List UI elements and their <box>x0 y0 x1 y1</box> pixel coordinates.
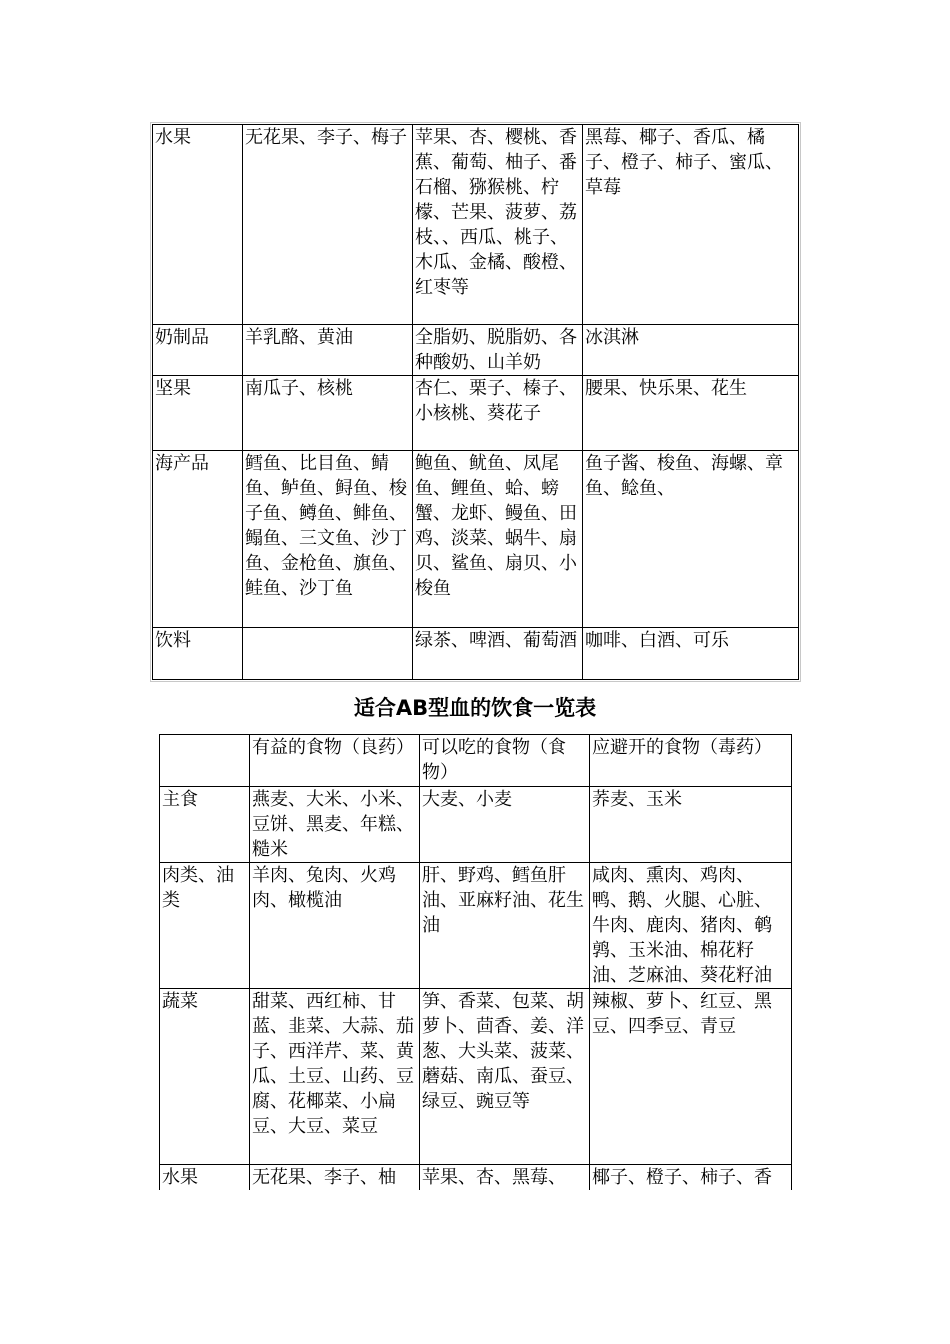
category-cell: 饮料 <box>153 628 243 680</box>
avoid-foods-cell: 椰子、橙子、柿子、香 <box>590 1165 792 1215</box>
table-row <box>153 325 799 376</box>
beneficial-foods-cell: 南瓜子、核桃 <box>243 376 413 451</box>
neutral-foods-cell: 大麦、小麦 <box>420 787 590 863</box>
table-row <box>153 451 799 628</box>
page-bottom-margin <box>0 1190 950 1344</box>
beneficial-foods-cell: 燕麦、大米、小米、豆饼、黑麦、年糕、糙米 <box>250 787 420 863</box>
table-row <box>160 863 792 989</box>
category-cell: 主食 <box>160 787 250 863</box>
neutral-foods-cell: 杏仁、栗子、榛子、小核桃、葵花子 <box>413 376 583 451</box>
neutral-foods-cell: 鲍鱼、鱿鱼、凤尾鱼、鲤鱼、蛤、螃蟹、龙虾、鳗鱼、田鸡、淡菜、蜗牛、扇贝、鲨鱼、扇贝、小梭鱼 <box>413 451 583 628</box>
table-row <box>153 376 799 451</box>
avoid-foods-cell: 冰淇淋 <box>583 325 799 376</box>
table-row <box>160 989 792 1165</box>
ab-table-body <box>160 787 792 1215</box>
category-cell: 奶制品 <box>153 325 243 376</box>
category-cell: 肉类、油类 <box>160 863 250 989</box>
category-cell: 水果 <box>160 1165 250 1215</box>
table-row <box>153 125 799 325</box>
neutral-foods-cell: 笋、香菜、包菜、胡萝卜、茴香、姜、洋葱、大头菜、菠菜、蘑菇、南瓜、蚕豆、绿豆、豌豆等 <box>420 989 590 1165</box>
neutral-foods-cell: 绿茶、啤酒、葡萄酒 <box>413 628 583 680</box>
neutral-foods-cell: 全脂奶、脱脂奶、各种酸奶、山羊奶 <box>413 325 583 376</box>
beneficial-foods-cell: 无花果、李子、梅子 <box>243 125 413 325</box>
beneficial-foods-cell: 鳕鱼、比目鱼、鲭鱼、鲈鱼、鲟鱼、梭子鱼、鳟鱼、鲱鱼、鳎鱼、三文鱼、沙丁鱼、金枪鱼、旗鱼、鲑鱼、沙丁鱼 <box>243 451 413 628</box>
avoid-foods-cell: 黑莓、椰子、香瓜、橘子、橙子、柿子、蜜瓜、草莓 <box>583 125 799 325</box>
table-row <box>153 628 799 680</box>
avoid-foods-cell: 鱼子酱、梭鱼、海螺、章鱼、鲶鱼、 <box>583 451 799 628</box>
avoid-foods-cell: 辣椒、萝卜、红豆、黑豆、四季豆、青豆 <box>590 989 792 1165</box>
beneficial-foods-cell: 无花果、李子、柚 <box>250 1165 420 1215</box>
header-cell-beneficial: 有益的食物（良药） <box>250 735 420 787</box>
category-cell: 蔬菜 <box>160 989 250 1165</box>
header-cell-category <box>160 735 250 787</box>
food-table-previous-body <box>153 125 799 680</box>
table-row <box>160 787 792 863</box>
header-cell-neutral: 可以吃的食物（食物） <box>420 735 590 787</box>
table-header <box>160 735 792 787</box>
header-row <box>160 735 792 787</box>
beneficial-foods-cell <box>243 628 413 680</box>
ab-blood-type-food-table <box>159 734 792 1215</box>
beneficial-foods-cell: 甜菜、西红柿、甘蓝、韭菜、大蒜、茄子、西洋芹、菜、黄瓜、土豆、山药、豆腐、花椰菜、小扁豆、大豆、菜豆 <box>250 989 420 1165</box>
section-title: 适合AB型血的饮食一览表 <box>353 696 597 720</box>
beneficial-foods-cell: 羊肉、兔肉、火鸡肉、橄榄油 <box>250 863 420 989</box>
neutral-foods-cell: 肝、野鸡、鳕鱼肝油、亚麻籽油、花生油 <box>420 863 590 989</box>
food-table-previous <box>152 124 799 680</box>
beneficial-foods-cell: 羊乳酪、黄油 <box>243 325 413 376</box>
category-cell: 坚果 <box>153 376 243 451</box>
category-cell: 水果 <box>153 125 243 325</box>
avoid-foods-cell: 咸肉、熏肉、鸡肉、鸭、鹅、火腿、心脏、牛肉、鹿肉、猪肉、鹌鹑、玉米油、棉花籽油、芝麻油、葵花籽油 <box>590 863 792 989</box>
avoid-foods-cell: 咖啡、白酒、可乐 <box>583 628 799 680</box>
avoid-foods-cell: 荞麦、玉米 <box>590 787 792 863</box>
neutral-foods-cell: 苹果、杏、黑莓、 <box>420 1165 590 1215</box>
header-cell-avoid: 应避开的食物（毒药） <box>590 735 792 787</box>
avoid-foods-cell: 腰果、快乐果、花生 <box>583 376 799 451</box>
category-cell: 海产品 <box>153 451 243 628</box>
neutral-foods-cell: 苹果、杏、樱桃、香蕉、葡萄、柚子、番石榴、猕猴桃、柠檬、芒果、菠萝、荔枝、、西瓜、桃子、木瓜、金橘、酸橙、红枣等 <box>413 125 583 325</box>
